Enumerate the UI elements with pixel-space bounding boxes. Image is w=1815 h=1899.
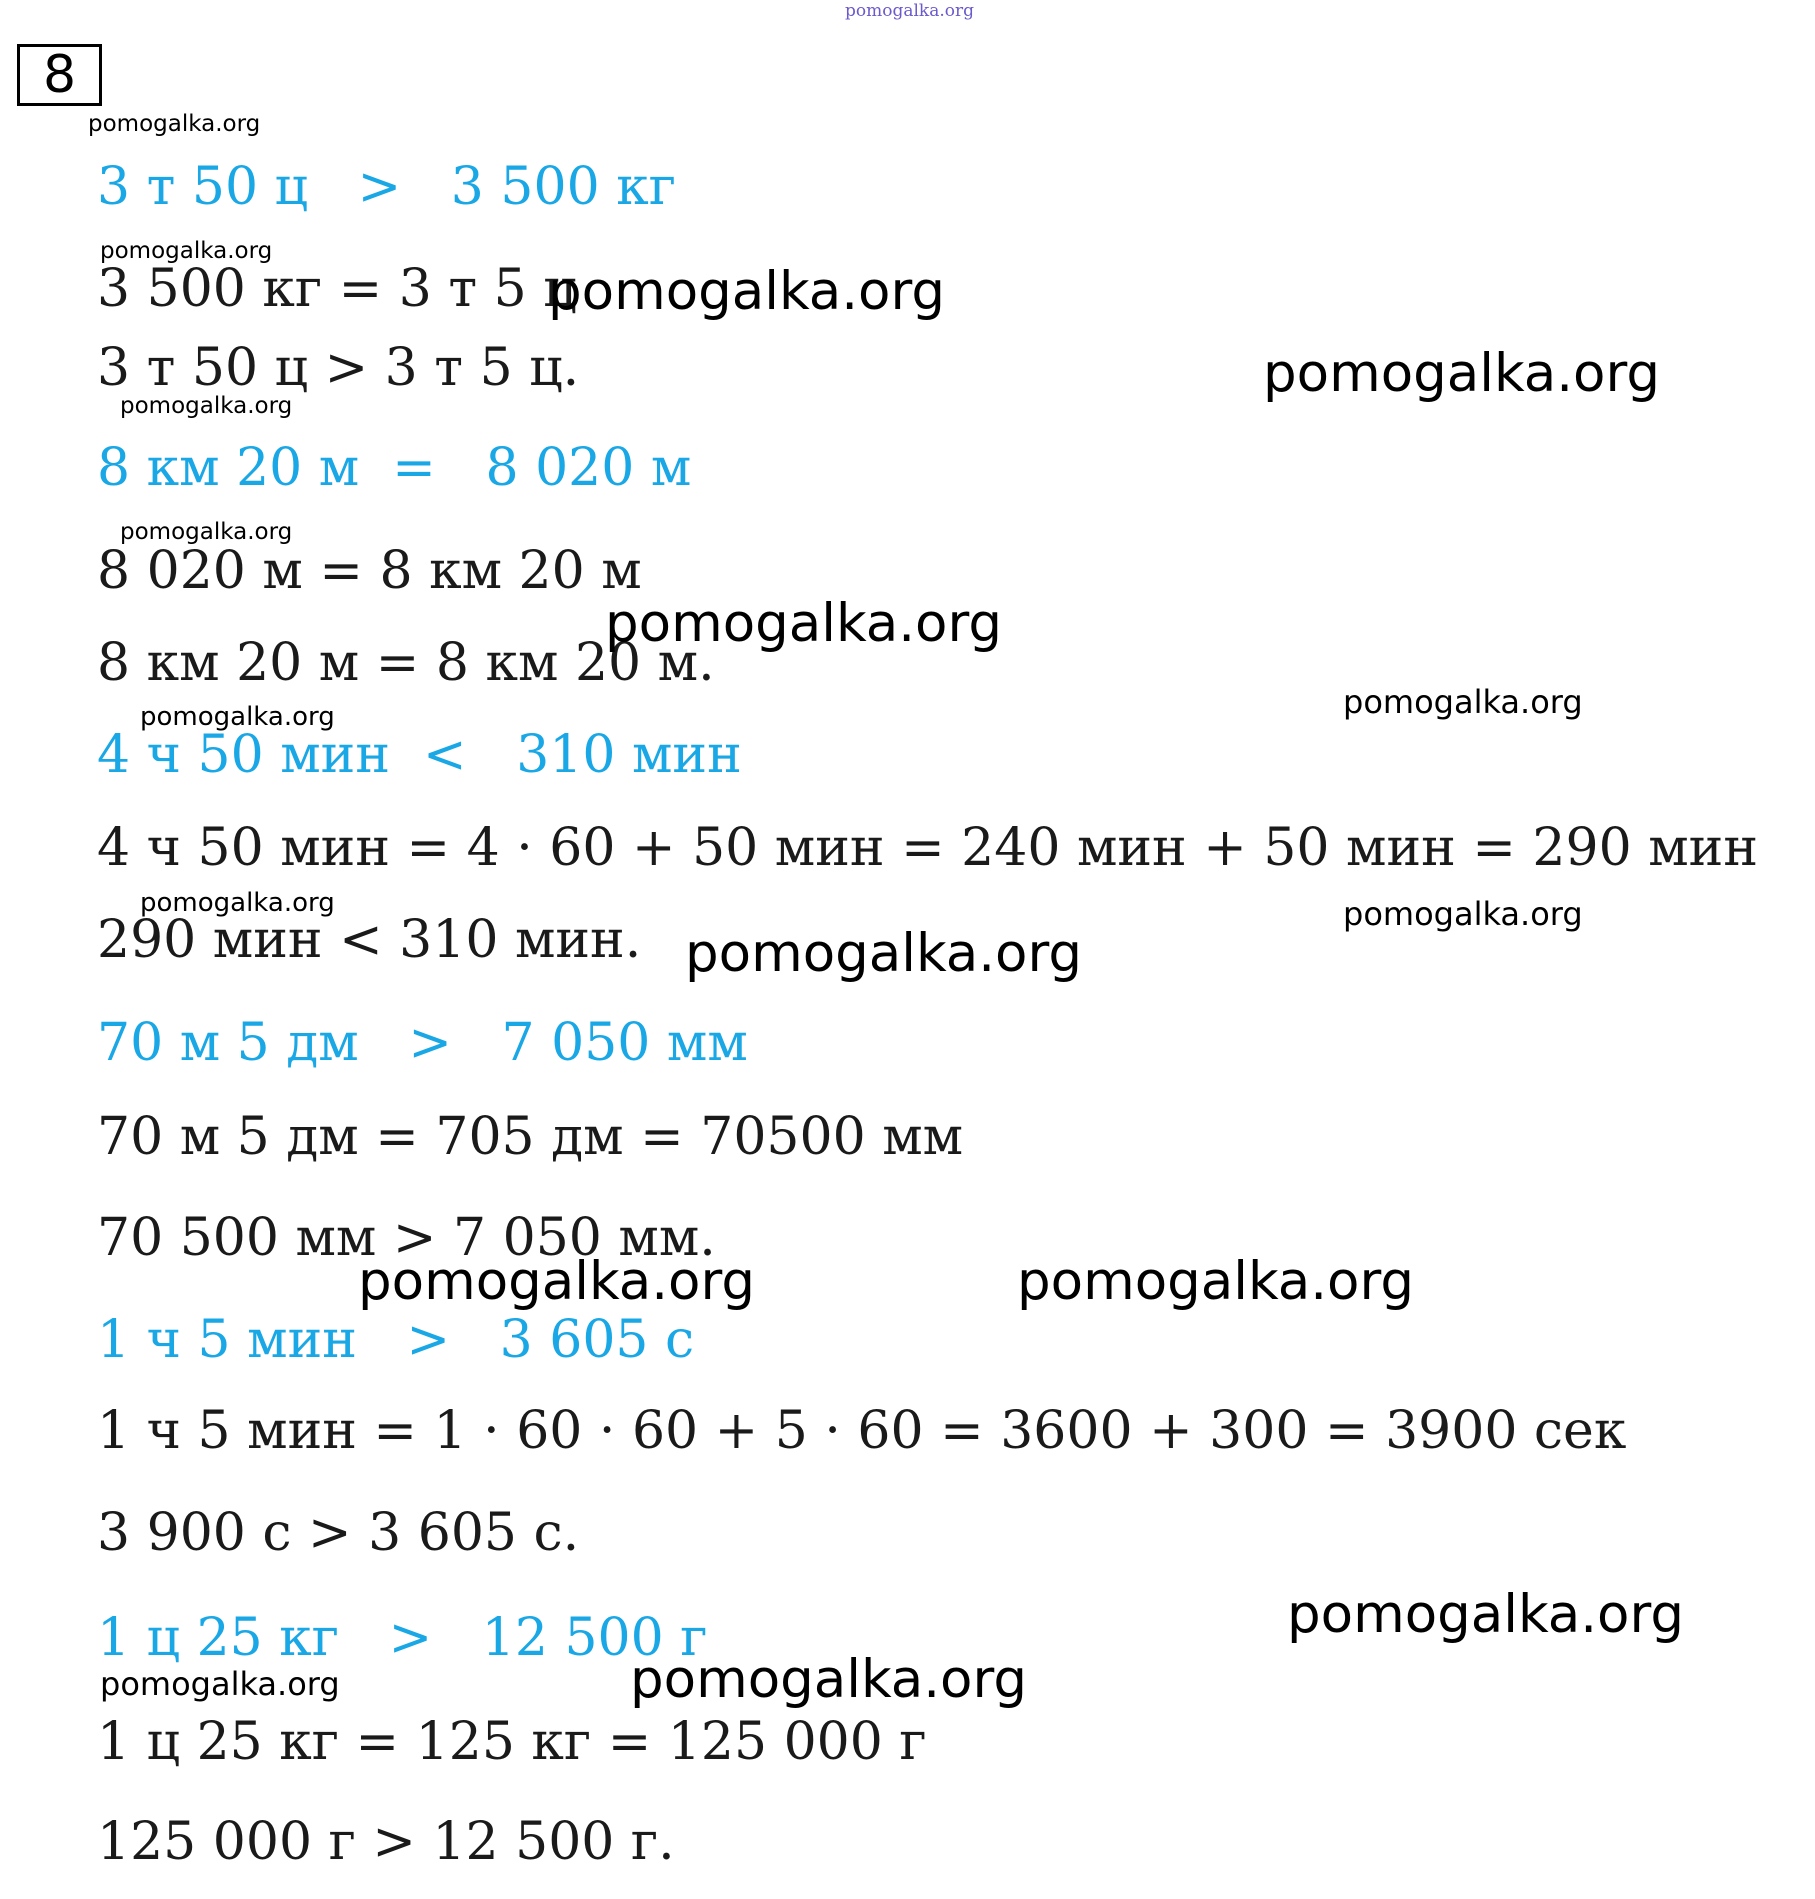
- comparison-6: 1 ц 25 кг > 12 500 г: [97, 1608, 708, 1668]
- solution-3-step-2: 290 мин < 310 мин.: [97, 910, 642, 970]
- solution-4-step-2: 70 500 мм > 7 050 мм.: [97, 1208, 716, 1268]
- watermark: pomogalka.org: [100, 1665, 340, 1703]
- watermark: pomogalka.org: [120, 393, 293, 419]
- comparison-3: 4 ч 50 мин < 310 мин: [97, 725, 742, 785]
- solution-4-step-1: 70 м 5 дм = 705 дм = 70500 мм: [97, 1107, 964, 1167]
- watermark: pomogalka.org: [548, 261, 945, 322]
- watermark: pomogalka.org: [1343, 895, 1583, 933]
- task-number-box: 8: [17, 44, 102, 106]
- watermark: pomogalka.org: [1017, 1251, 1414, 1312]
- solution-2-step-1: 8 020 м = 8 км 20 м: [97, 541, 642, 601]
- solution-3-step-1: 4 ч 50 мин = 4 · 60 + 50 мин = 240 мин + 50 мин = 290 мин: [97, 818, 1758, 878]
- comparison-2: 8 км 20 м = 8 020 м: [97, 438, 692, 498]
- solution-5-step-2: 3 900 с > 3 605 с.: [97, 1503, 580, 1563]
- solution-6-step-2: 125 000 г > 12 500 г.: [97, 1812, 675, 1872]
- watermark: pomogalka.org: [120, 519, 293, 545]
- solution-6-step-1: 1 ц 25 кг = 125 кг = 125 000 г: [97, 1712, 927, 1772]
- watermark: pomogalka.org: [1343, 683, 1583, 721]
- watermark: pomogalka.org: [140, 888, 335, 918]
- solution-1-step-1: 3 500 кг = 3 т 5 ц: [97, 259, 577, 319]
- solution-1-step-2: 3 т 50 ц > 3 т 5 ц.: [97, 338, 580, 398]
- comparison-5: 1 ч 5 мин > 3 605 с: [97, 1310, 695, 1370]
- solution-2-step-2: 8 км 20 м = 8 км 20 м.: [97, 633, 715, 693]
- watermark: pomogalka.org: [88, 111, 261, 137]
- comparison-1: 3 т 50 ц > 3 500 кг: [97, 157, 676, 217]
- solution-5-step-1: 1 ч 5 мин = 1 · 60 · 60 + 5 · 60 = 3600 + 300 = 3900 сек: [97, 1401, 1627, 1461]
- top-watermark: pomogalka.org: [845, 1, 975, 21]
- watermark: pomogalka.org: [358, 1251, 755, 1312]
- watermark: pomogalka.org: [630, 1649, 1027, 1710]
- watermark: pomogalka.org: [140, 702, 335, 732]
- watermark: pomogalka.org: [605, 593, 1002, 654]
- watermark: pomogalka.org: [685, 923, 1082, 984]
- watermark: pomogalka.org: [100, 238, 273, 264]
- watermark: pomogalka.org: [1287, 1584, 1684, 1645]
- watermark: pomogalka.org: [1263, 343, 1660, 404]
- comparison-4: 70 м 5 дм > 7 050 мм: [97, 1013, 748, 1073]
